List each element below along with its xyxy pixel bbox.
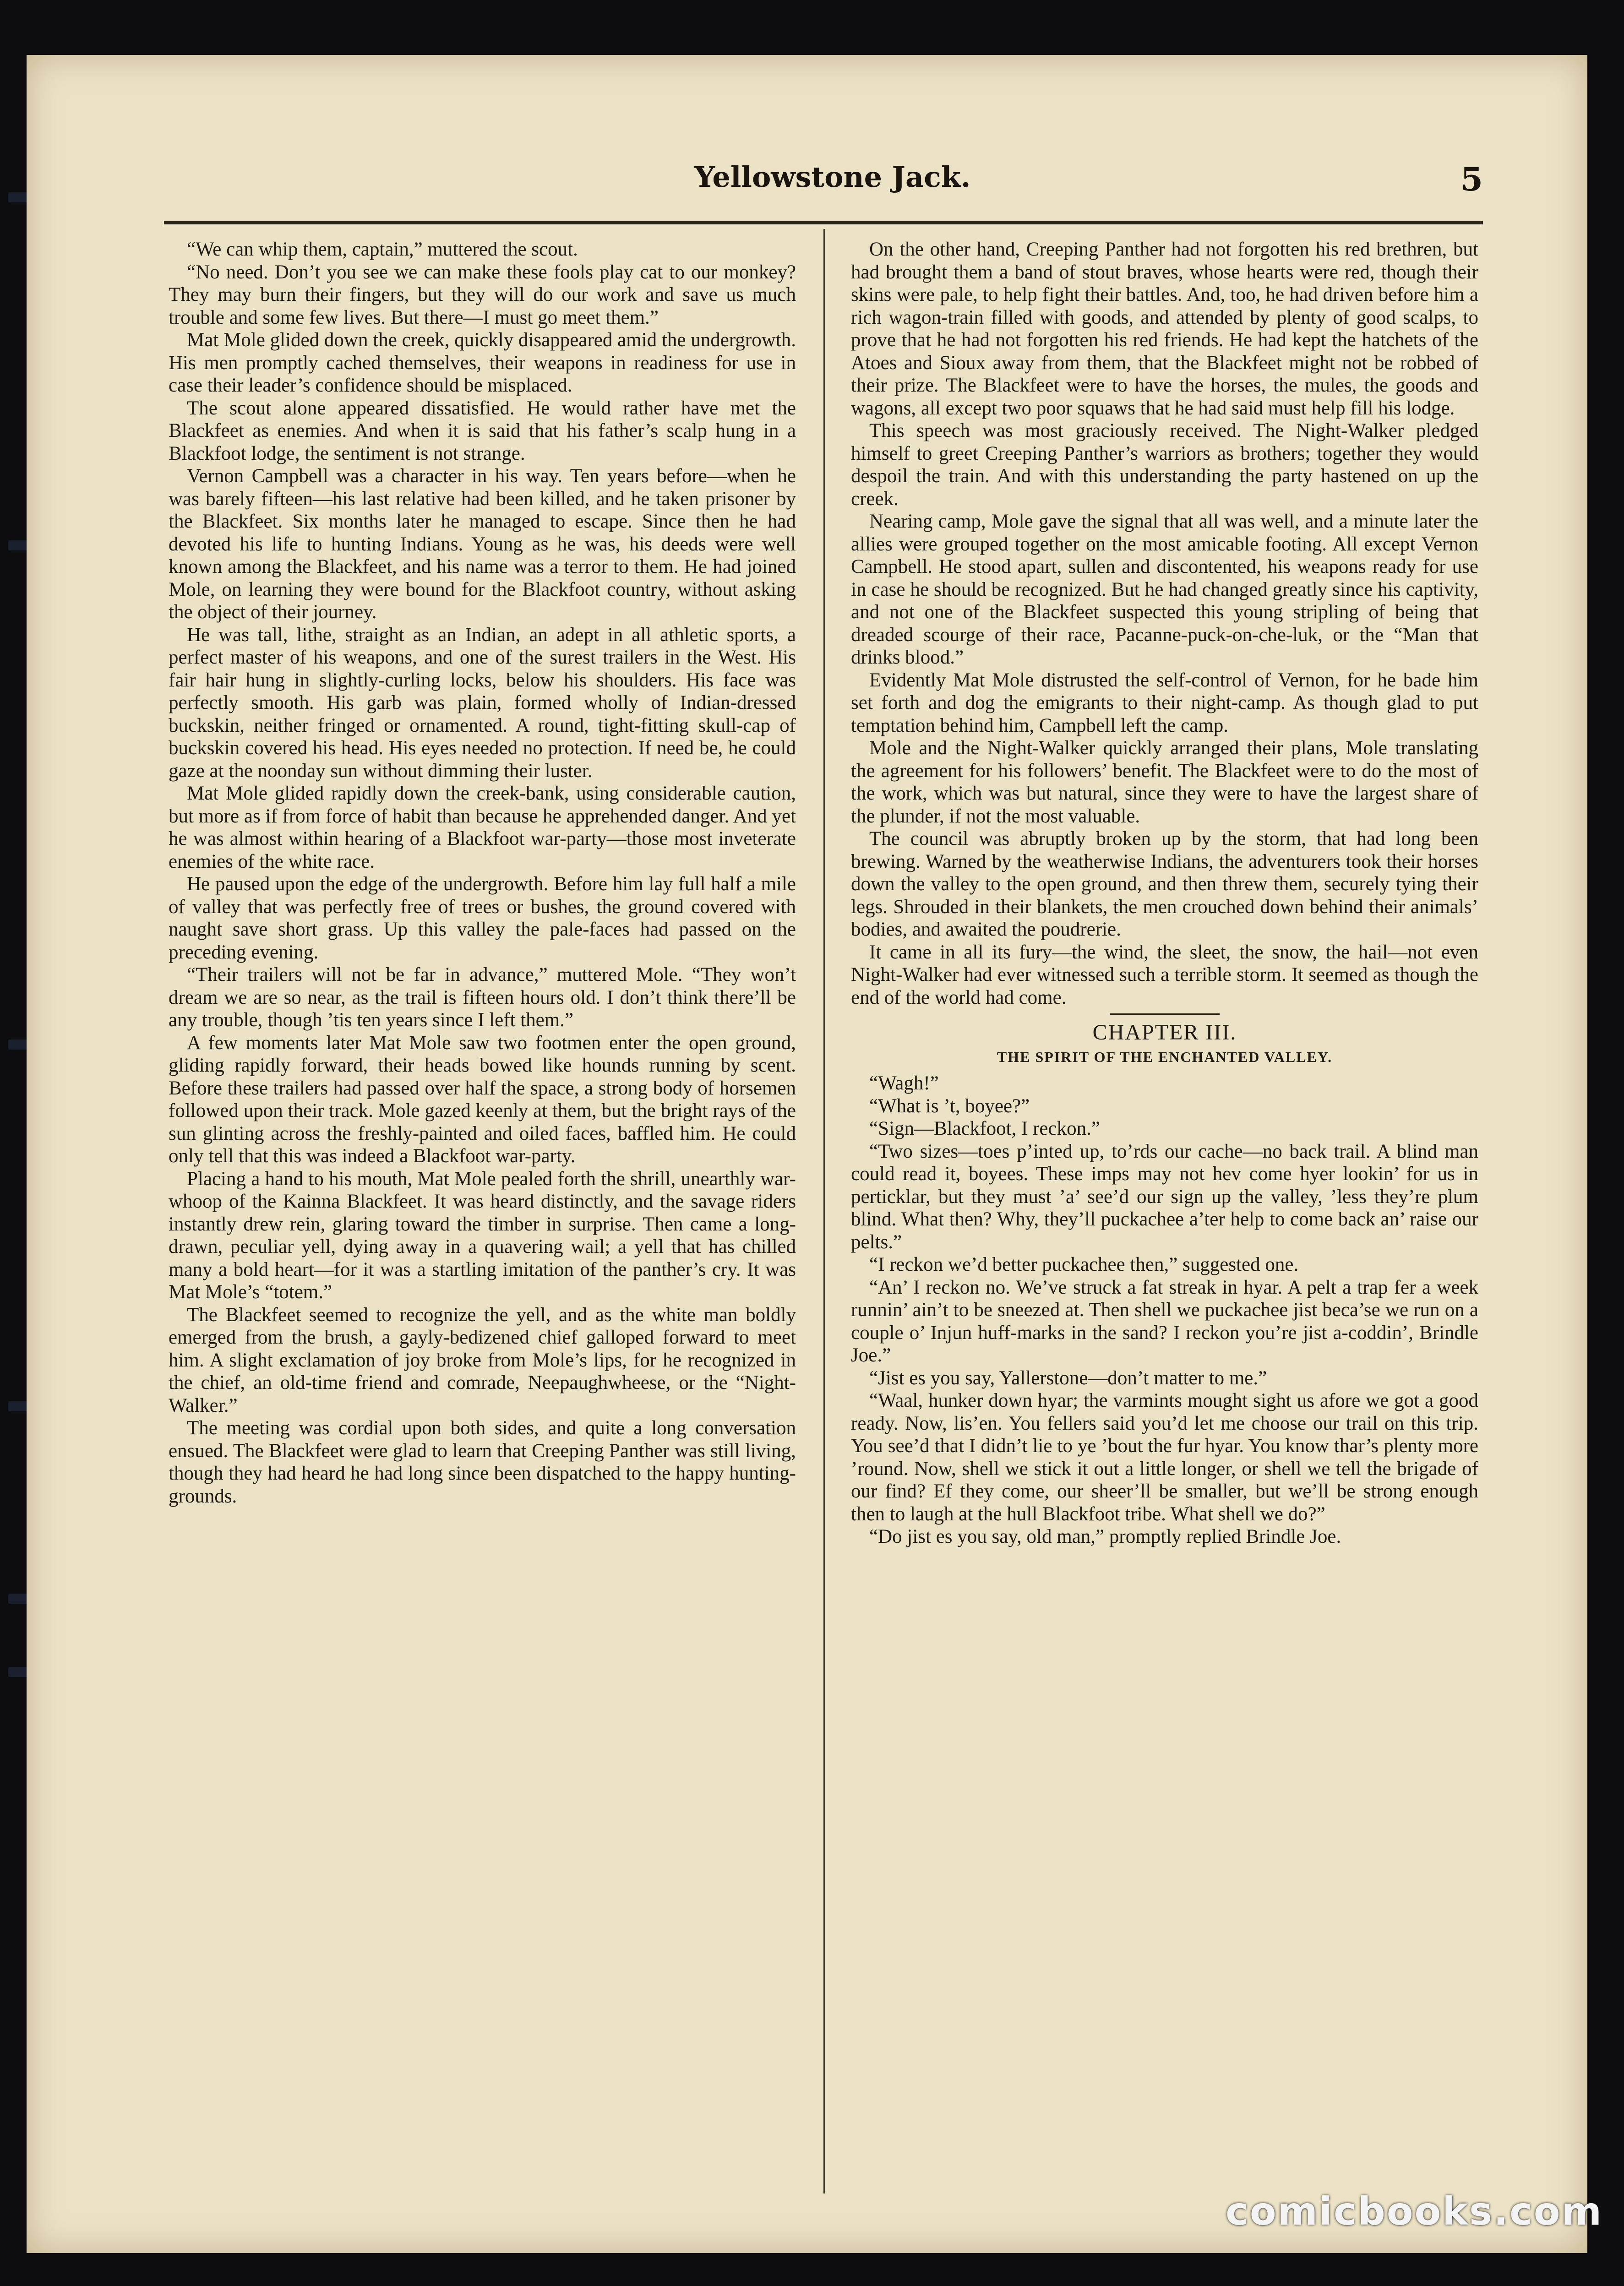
paragraph: “Do jist es you say, old man,” promptly replied Brindle Joe.: [869, 1526, 1341, 1547]
page-header: [27, 160, 1587, 220]
paragraph: “Wagh!”: [869, 1072, 939, 1094]
paragraph: The Blackfeet seemed to recognize the yell, and as the white man boldly emerged from the brush, a gayly-bedizened chief galloped forward to meet him. A slight exclamation of joy broke from Mole’s lips, for he recognized in the chief, an old-time friend and comrade, Neepaughwheese, or the “Night-Walker.”: [169, 1304, 796, 1416]
paragraph: Mat Mole glided rapidly down the creek-bank, using considerable caution, but more as if from force of habit than because he apprehended danger. And yet he was almost within hearing of a Blackfoot war-party—those most inveterate enemies of the white race.: [169, 783, 796, 872]
left-column: [169, 238, 796, 2193]
paragraph: The council was abruptly broken up by the storm, that had long been brewing. Warned by the weatherwise Indians, the adventurers took their horses down the valley to the open ground, and then threw them, securely tying their legs. Shrouded in their blankets, the men crouched down behind their animals’ bodies, and awaited the poudrerie.: [851, 828, 1478, 940]
paragraph: “We can whip them, captain,” muttered the scout.: [187, 239, 578, 260]
paragraph: He was tall, lithe, straight as an Indian, an adept in all athletic sports, a perfect master of his weapons, and one of the surest trailers in the West. His fair hair hung in slightly-curling locks, below his shoulders. His face was perfectly smooth. His garb was plain, formed wholly of Indian-dressed buckskin, neither fringed or ornamented. A round, tight-fitting skull-cap of buckskin covered his head. His eyes needed no protection. If need be, he could gaze at the noonday sun without dimming their luster.: [169, 624, 796, 782]
paragraph: Nearing camp, Mole gave the signal that all was well, and a minute later the allies were grouped together on the most amicable footing. All except Vernon Campbell. He stood apart, sullen and discontented, his weapons ready for use in case he should be recognized. But he had changed greatly since his captivity, and not one of the Blackfeet suspected this young stripling of being that dreaded scourge of their race, Pacanne-puck-on-che-luk, or the “Man that drinks blood.”: [851, 511, 1478, 668]
chapter-title: CHAPTER III.: [1092, 1020, 1237, 1045]
paragraph: “What is ’t, boyee?”: [869, 1095, 1030, 1117]
paragraph: Placing a hand to his mouth, Mat Mole pealed forth the shrill, unearthly war-whoop of the Kainna Blackfeet. It was heard distinctly, and the savage riders instantly drew rein, glaring toward the timber in surprise. Then came a long-drawn, peculiar yell, dying away in a quavering wail; a yell that has chilled many a bold heart—for it was a startling imitation of the panther’s cry. It was Mat Mole’s “totem.”: [169, 1168, 796, 1303]
paragraph: “An’ I reckon no. We’ve struck a fat streak in hyar. A pelt a trap fer a week runnin’ ain’t to be sneezed at. Then shell we puckachee jist beca’se we run on a couple o’ Injun huff-marks in the sand? I reckon you’re jist a-coddin’, Brindle Joe.”: [851, 1276, 1478, 1366]
paragraph: “Their trailers will not be far in advance,” muttered Mole. “They won’t dream we are so near, as the trail is fifteen hours old. I don’t think there’ll be any trouble, though ’tis ten years since I left them.”: [169, 964, 796, 1031]
paragraph: Mat Mole glided down the creek, quickly disappeared amid the undergrowth. His men promptly cached themselves, their weapons in readiness for use in case their leader’s confidence should be misplaced.: [169, 329, 796, 396]
paragraph: Evidently Mat Mole distrusted the self-control of Vernon, for he bade him set forth and dog the emigrants to their night-camp. As though glad to put temptation behind him, Campbell left the camp.: [851, 669, 1478, 736]
paragraph: “Jist es you say, Yallerstone—don’t matter to me.”: [869, 1367, 1267, 1389]
page-number: 5: [1461, 160, 1483, 198]
watermark: comicbooks.com: [1226, 2189, 1603, 2234]
paragraph: “I reckon we’d better puckachee then,” suggested one.: [869, 1254, 1299, 1275]
paragraph: “Waal, hunker down hyar; the varmints mought sight us afore we got a good ready. Now, lis’en. You fellers said you’d let me choose our trail on this trip. You see’d that I didn’t lie to ye ’bout the fur hyar. You know thar’s plenty more ’round. Now, shell we stick it out a little longer, or shell we tell the brigade of our find? Ef they come, our sheer’ll be smaller, but we’ll be strong enough then to laugh at the hull Blackfoot tribe. What shell we do?”: [851, 1390, 1478, 1525]
paragraph: He paused upon the edge of the undergrowth. Before him lay full half a mile of valley that was perfectly free of trees or bushes, the ground covered with naught save short grass. Up this valley the pale-faces had passed on the preceding evening.: [169, 873, 796, 963]
paragraph: It came in all its fury—the wind, the sleet, the snow, the hail—not even Night-Walker had ever witnessed such a terrible storm. It seemed as though the end of the world had come.: [851, 941, 1478, 1008]
paragraph: The scout alone appeared dissatisfied. He would rather have met the Blackfeet as enemies. And when it is said that his father’s scalp hung in a Blackfoot lodge, the sentiment is not strange.: [169, 397, 796, 464]
paragraph: The meeting was cordial upon both sides, and quite a long conversation ensued. The Blackfeet were glad to learn that Creeping Panther was still living, though they had heard he had long since been dispatched to the happy hunting-grounds.: [169, 1417, 796, 1507]
running-title: Yellowstone Jack.: [694, 160, 971, 194]
column-divider: [823, 229, 825, 2193]
paragraph: “No need. Don’t you see we can make these fools play cat to our monkey? They may burn their fingers, but they will do our work and save us much trouble and some few lives. But there—I must go meet them.”: [169, 261, 796, 328]
paragraph: On the other hand, Creeping Panther had not forgotten his red brethren, but had brought them a band of stout braves, whose hearts were red, though their skins were pale, to help fight their battles. And, too, he had driven before him a rich wagon-train filled with goods, and attended by plenty of good scalps, to prove that he had not forgotten his red friends. He had kept the hatchets of the Atoes and Sioux away from them, that the Blackfeet might not be robbed of their prize. The Blackfeet were to have the horses, the mules, the goods and wagons, all except two poor squaws that he had said must help fill his lodge.: [851, 239, 1478, 419]
chapter-rule: [1110, 1013, 1220, 1015]
header-rule: [164, 221, 1483, 224]
book-page: [27, 55, 1587, 2253]
paragraph: “Sign—Blackfoot, I reckon.”: [869, 1118, 1100, 1139]
paragraph: Vernon Campbell was a character in his way. Ten years before—when he was barely fifteen—his last relative had been killed, and he taken prisoner by the Blackfeet. Six months later he managed to escape. Since then he had devoted his life to hunting Indians. Young as he was, his deeds were well known among the Blackfeet, and his name was a terror to them. He had joined Mole, on learning they were bound for the Blackfoot country, without asking the object of their journey.: [169, 465, 796, 623]
chapter-subtitle: THE SPIRIT OF THE ENCHANTED VALLEY.: [997, 1048, 1333, 1065]
paragraph: A few moments later Mat Mole saw two footmen enter the open ground, gliding rapidly forward, their heads bowed like hounds running by scent. Before these trailers had passed over half the space, a strong body of horsemen followed upon their track. Mole gazed keenly at them, but the bright rays of the sun glinting across the freshly-painted and oiled faces, baffled him. He could only tell that this was indeed a Blackfoot war-party.: [169, 1032, 796, 1167]
paragraph: Mole and the Night-Walker quickly arranged their plans, Mole translating the agreement for his followers’ benefit. The Blackfeet were to do the most of the work, which was but natural, since they were to have the largest share of the plunder, if not the most valuable.: [851, 737, 1478, 827]
right-column: [851, 238, 1478, 2193]
paragraph: “Two sizes—toes p’inted up, to’rds our cache—no back trail. A blind man could read it, boyees. These imps may not hev come hyer lookin’ for us in perticklar, but they must ’a’ see’d our sign up the valley, ’less they’re plum blind. What then? Why, they’ll puckachee a’ter help to come back an’ raise our pelts.”: [851, 1140, 1478, 1253]
paragraph: This speech was most graciously received. The Night-Walker pledged himself to greet Creeping Panther’s warriors as brothers; together they would despoil the train. And with this understanding the party hastened on up the creek.: [851, 420, 1478, 510]
